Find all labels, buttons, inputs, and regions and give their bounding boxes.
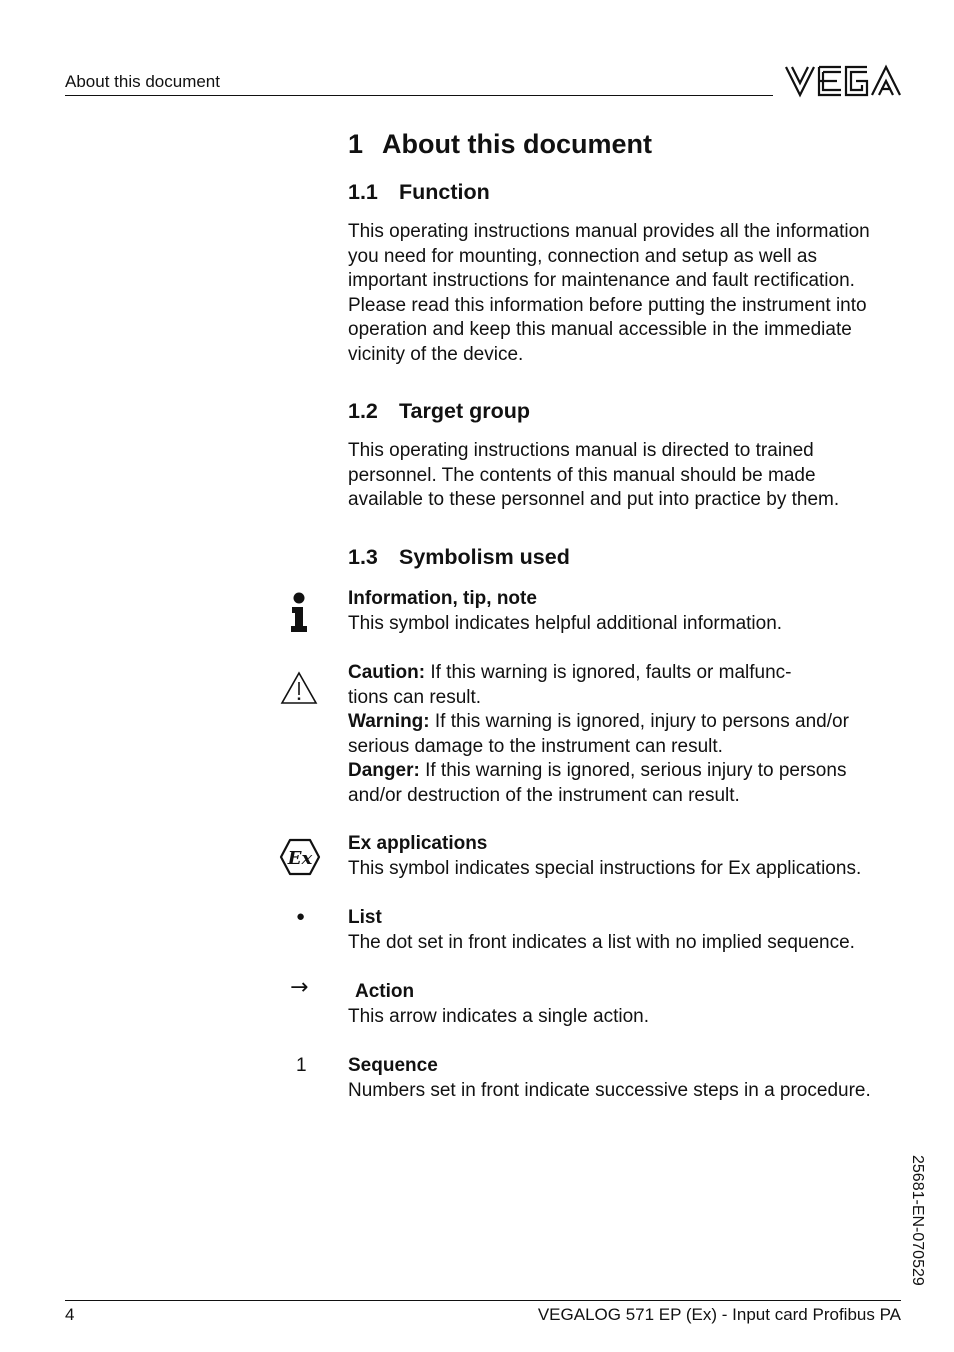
paragraph-line: personnel. The contents of this manual should be made bbox=[348, 464, 816, 486]
header-rule bbox=[65, 95, 773, 96]
paragraph-line: This operating instructions manual provides all the information bbox=[348, 221, 870, 242]
target-group-paragraph bbox=[348, 439, 908, 513]
ex-glyph: Ex bbox=[287, 848, 313, 869]
symbol-description: Numbers set in front indicate successive steps in a procedure. bbox=[348, 1079, 871, 1101]
section-number: 1.2 bbox=[348, 399, 378, 423]
paragraph-line: important instructions for maintenance and fault rectification. bbox=[348, 270, 855, 291]
symbol-ex-entry bbox=[348, 832, 918, 881]
section-heading-symbolism bbox=[348, 545, 570, 570]
danger-label: Danger: bbox=[348, 760, 420, 781]
arrow-right-icon: → bbox=[290, 975, 309, 1000]
warning-text: If this warning is ignored, injury to persons and/or bbox=[429, 711, 849, 732]
page-number: 4 bbox=[65, 1305, 75, 1324]
symbol-title: Ex applications bbox=[348, 833, 488, 854]
symbol-caution-entry bbox=[348, 661, 918, 808]
caution-text-cont: tions can result. bbox=[348, 686, 482, 708]
danger-text-cont: and/or destruction of the instrument can result. bbox=[348, 784, 740, 806]
paragraph-line: you need for mounting, connection and setup as well as bbox=[348, 245, 817, 267]
chapter-heading bbox=[348, 129, 652, 160]
symbol-title: Action bbox=[355, 981, 415, 1002]
paragraph-line: This operating instructions manual is directed to trained bbox=[348, 440, 814, 461]
caution-text: If this warning is ignored, faults or malfunc- bbox=[425, 662, 792, 683]
running-header: About this document bbox=[65, 72, 220, 91]
document-number: 25681-EN-070529 bbox=[909, 1155, 926, 1286]
sequence-number: 1 bbox=[296, 1055, 307, 1076]
danger-text: If this warning is ignored, serious injury to persons bbox=[419, 760, 847, 781]
section-heading-function bbox=[348, 180, 490, 205]
symbol-description: This symbol indicates special instructions for Ex applications. bbox=[348, 857, 862, 879]
paragraph-line: operation and keep this manual accessible in the immediate bbox=[348, 319, 852, 340]
symbol-description: The dot set in front indicates a list with no implied sequence. bbox=[348, 931, 855, 953]
section-title: Symbolism used bbox=[399, 545, 570, 569]
warning-label: Warning: bbox=[348, 711, 430, 732]
warning-triangle-icon bbox=[280, 671, 318, 710]
chapter-number: 1 bbox=[348, 129, 364, 159]
function-paragraph bbox=[348, 220, 908, 367]
section-title: Target group bbox=[399, 399, 530, 423]
symbol-list-entry bbox=[348, 906, 918, 955]
caution-label: Caution: bbox=[348, 662, 426, 683]
ex-hexagon-icon bbox=[279, 838, 321, 881]
symbol-title: Information, tip, note bbox=[348, 588, 537, 609]
section-heading-target-group bbox=[348, 399, 530, 424]
vega-logo bbox=[784, 64, 902, 103]
section-title: Function bbox=[399, 180, 490, 204]
section-number: 1.1 bbox=[348, 180, 378, 204]
footer-title: VEGALOG 571 EP (Ex) - Input card Profibus PA bbox=[537, 1305, 901, 1324]
paragraph-line: available to these personnel and put into practice by them. bbox=[348, 489, 840, 510]
symbol-action-entry bbox=[348, 980, 918, 1029]
symbol-sequence-entry bbox=[348, 1054, 918, 1103]
footer-rule bbox=[65, 1300, 901, 1301]
symbol-title: List bbox=[348, 907, 382, 928]
symbol-description: This symbol indicates helpful additional information. bbox=[348, 612, 783, 634]
section-number: 1.3 bbox=[348, 545, 378, 569]
info-icon bbox=[288, 592, 310, 639]
paragraph-line: vicinity of the device. bbox=[348, 343, 524, 365]
symbol-info-entry bbox=[348, 587, 918, 636]
symbol-description: This arrow indicates a single action. bbox=[348, 1005, 649, 1027]
paragraph-line: Please read this information before putting the instrument into bbox=[348, 294, 867, 316]
warning-text-cont: serious damage to the instrument can result. bbox=[348, 735, 723, 757]
symbol-title: Sequence bbox=[348, 1055, 438, 1076]
bullet-dot-icon: ● bbox=[296, 908, 306, 925]
chapter-title: About this document bbox=[382, 129, 652, 159]
